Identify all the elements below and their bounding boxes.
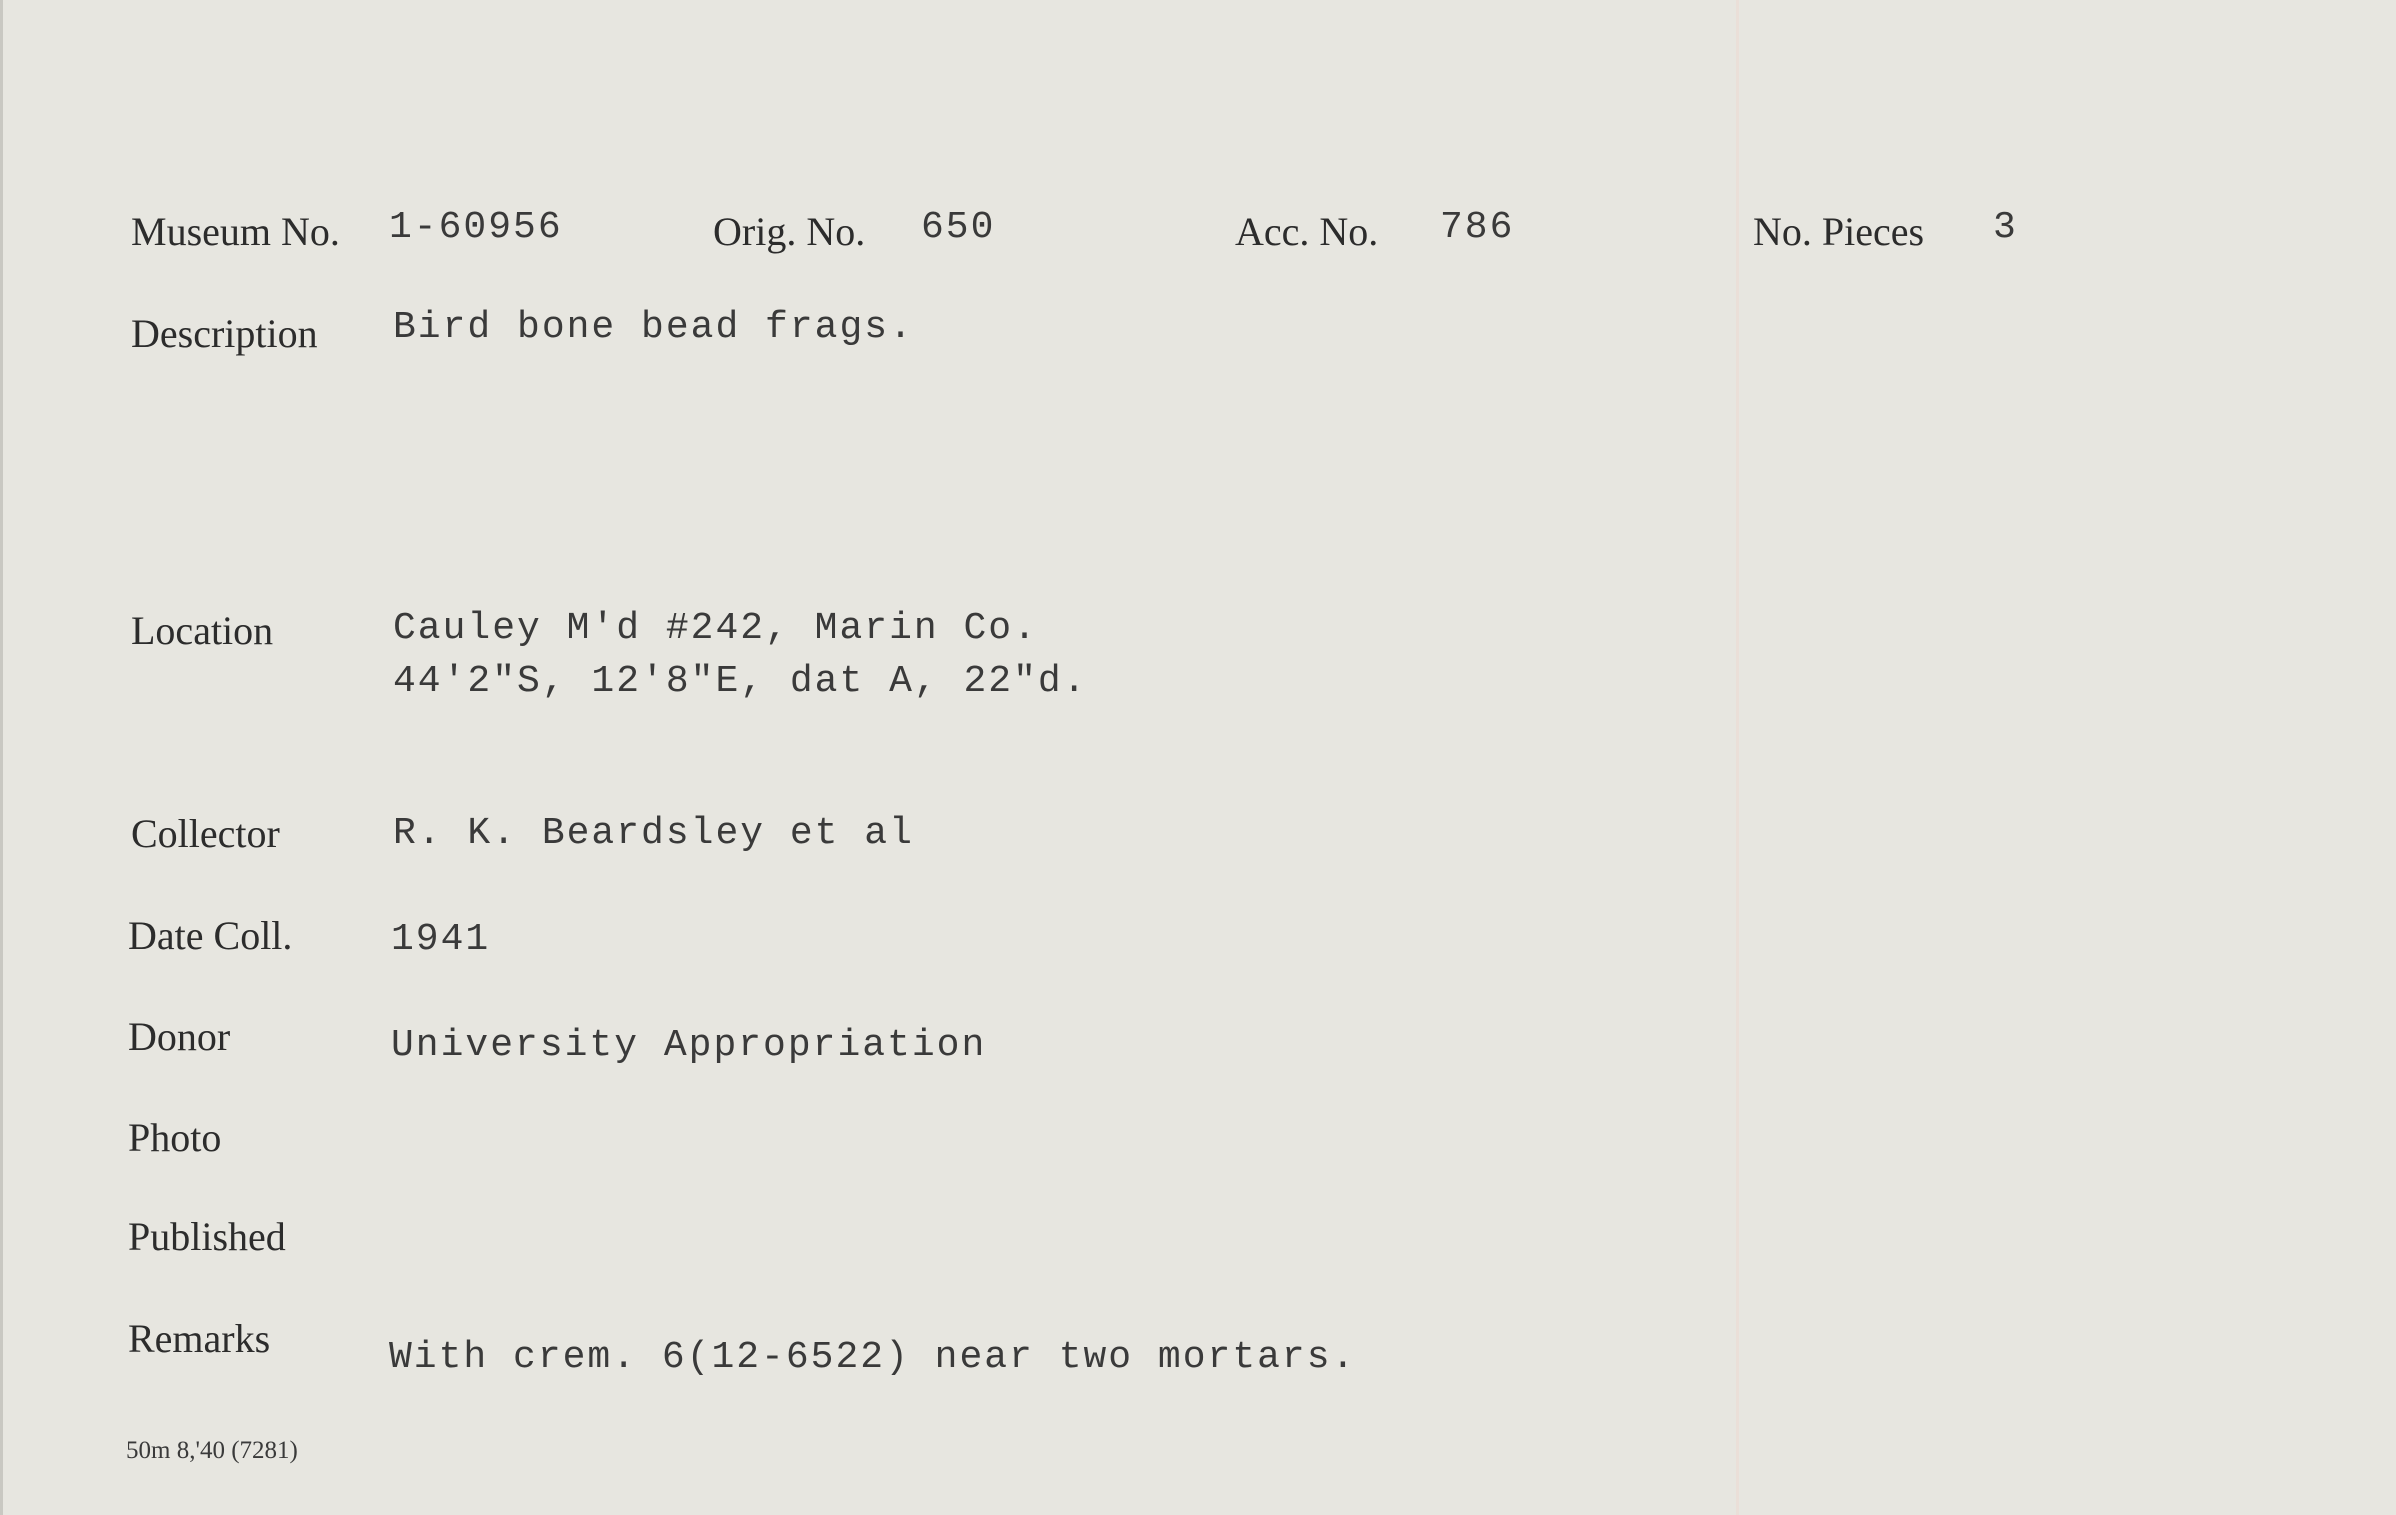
collector-label: Collector: [131, 811, 280, 856]
orig-no-value: 650: [921, 206, 996, 249]
location-line-1: Cauley M'd #242, Marin Co.: [393, 607, 1038, 650]
date-coll-value: 1941: [391, 918, 491, 961]
acc-no-label: Acc. No.: [1235, 209, 1379, 254]
location-label: Location: [131, 608, 274, 653]
photo-label: Photo: [128, 1115, 222, 1160]
acc-no-value: 786: [1440, 206, 1515, 249]
collector-value: R. K. Beardsley et al: [393, 812, 914, 855]
description-label: Description: [131, 311, 318, 356]
no-pieces-label: No. Pieces: [1753, 209, 1925, 254]
description-value: Bird bone bead frags.: [393, 306, 914, 349]
location-line-2: 44'2"S, 12'8"E, dat A, 22"d.: [393, 660, 1088, 703]
print-run-footer: 50m 8,'40 (7281): [126, 1437, 298, 1464]
date-coll-label: Date Coll.: [128, 913, 293, 958]
remarks-label: Remarks: [128, 1316, 271, 1361]
remarks-value: With crem. 6(12-6522) near two mortars.: [389, 1336, 1357, 1379]
museum-no-label: Museum No.: [131, 209, 340, 254]
vertical-margin-rule: [1736, 0, 1739, 1515]
donor-label: Donor: [128, 1014, 231, 1059]
donor-value: University Appropriation: [391, 1024, 987, 1067]
no-pieces-value: 3: [1993, 206, 2018, 249]
museum-no-value: 1-60956: [389, 206, 563, 249]
orig-no-label: Orig. No.: [713, 209, 866, 254]
published-label: Published: [128, 1214, 286, 1259]
